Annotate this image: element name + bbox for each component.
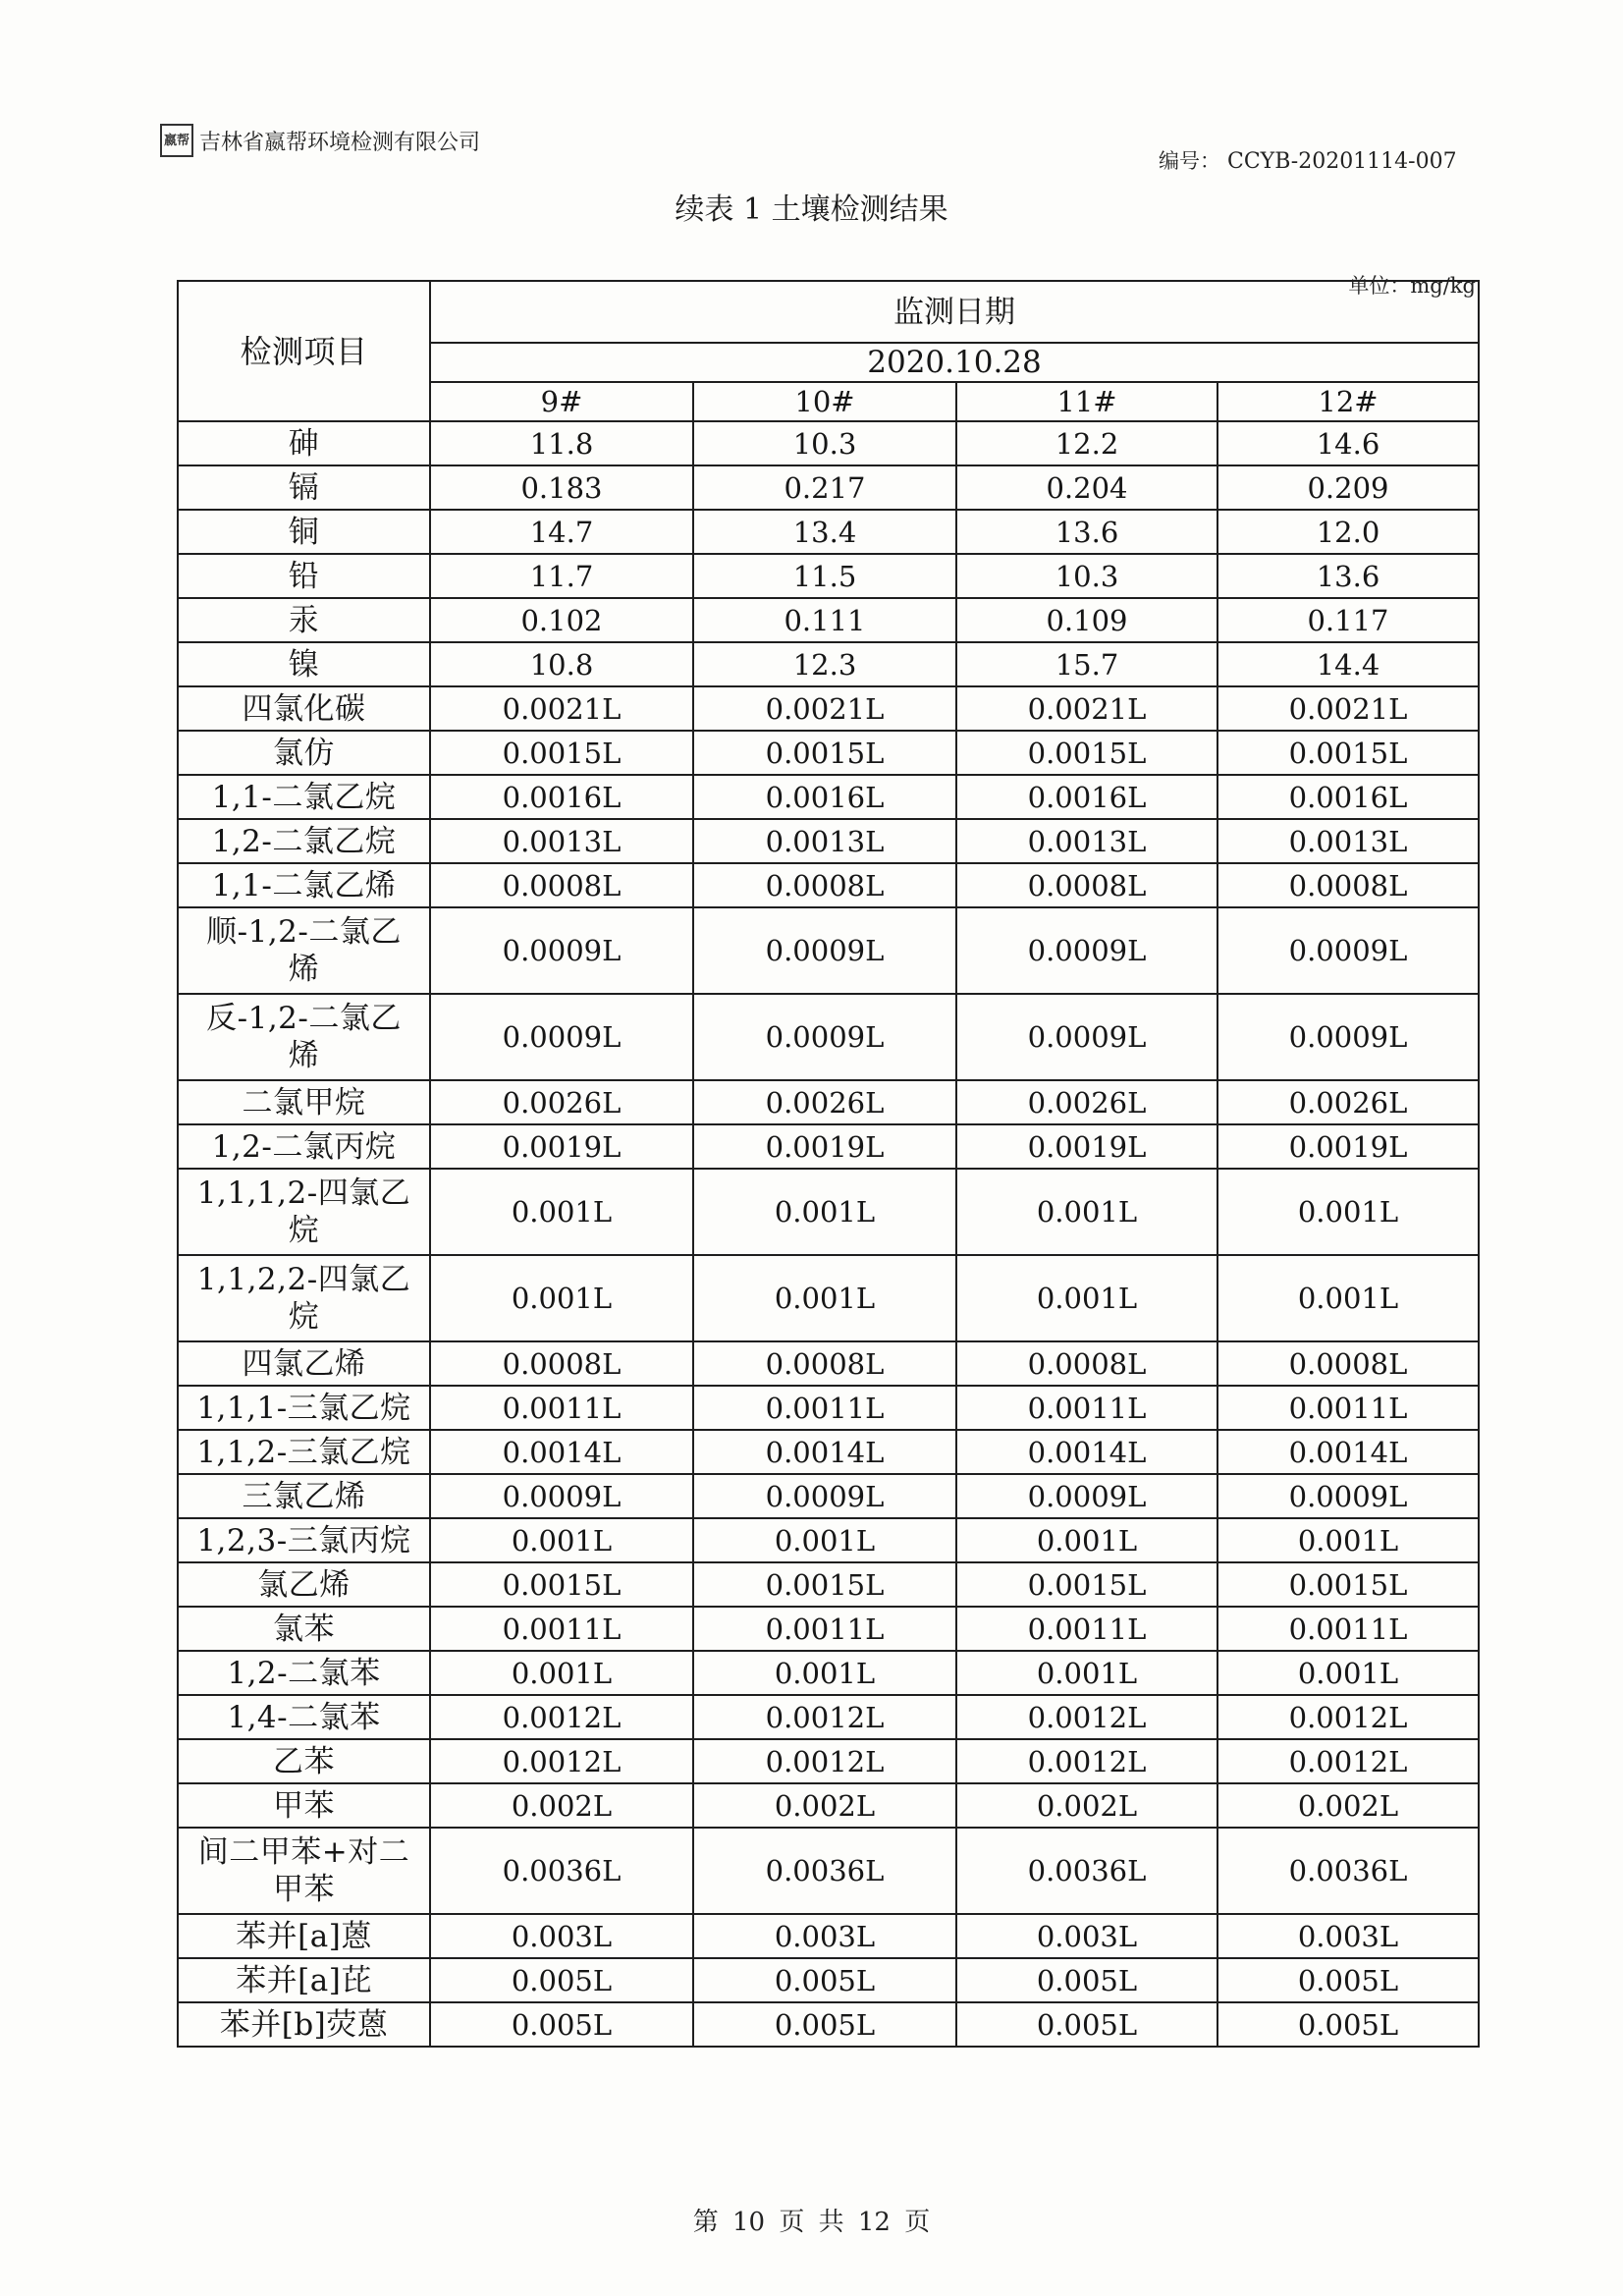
- row-value-cell: 0.005L: [956, 1958, 1217, 2002]
- row-value-cell: 0.0009L: [430, 1474, 693, 1518]
- row-value-cell: 0.001L: [430, 1651, 693, 1695]
- row-value-cell: 0.005L: [1217, 2002, 1479, 2047]
- row-value-cell: 0.002L: [430, 1783, 693, 1828]
- table-row: [178, 1562, 1479, 1607]
- table-row: [178, 1124, 1479, 1169]
- results-table: [177, 280, 1480, 2048]
- row-value-cell: 0.003L: [1217, 1914, 1479, 1958]
- row-value-cell: 0.0036L: [956, 1828, 1217, 1914]
- row-item-name: [178, 1169, 430, 1255]
- row-item-name: 1,2-二氯丙烷: [178, 1124, 430, 1169]
- table-row: [178, 1255, 1479, 1341]
- row-item-name: 四氯化碳: [178, 686, 430, 731]
- header-monitor-date: 监测日期: [430, 281, 1479, 343]
- row-value-cell: 14.7: [430, 510, 693, 554]
- row-value-cell: 13.4: [693, 510, 956, 554]
- table-row: [178, 907, 1479, 994]
- row-value-cell: 0.0012L: [1217, 1739, 1479, 1783]
- table-row: [178, 598, 1479, 642]
- company-header: [160, 124, 480, 157]
- row-item-name: 汞: [178, 598, 430, 642]
- row-value-cell: 10.3: [956, 554, 1217, 598]
- company-name: 吉林省嬴帮环境检测有限公司: [199, 130, 481, 155]
- document-number-label: 编号：: [1159, 149, 1220, 173]
- row-value-cell: 0.003L: [956, 1914, 1217, 1958]
- row-value-cell: 0.0016L: [1217, 775, 1479, 819]
- row-item-name: 1,1,1-三氯乙烷: [178, 1386, 430, 1430]
- row-value-cell: 0.0011L: [693, 1607, 956, 1651]
- row-value-cell: 0.001L: [693, 1255, 956, 1341]
- row-value-cell: 0.0021L: [1217, 686, 1479, 731]
- table-row: [178, 1341, 1479, 1386]
- row-item-name: 苯并[a]芘: [178, 1958, 430, 2002]
- row-item-name: 三氯乙烯: [178, 1474, 430, 1518]
- row-value-cell: 0.0036L: [430, 1828, 693, 1914]
- table-row: [178, 819, 1479, 863]
- row-value-cell: 0.0008L: [430, 863, 693, 907]
- row-value-cell: 0.0016L: [430, 775, 693, 819]
- row-value-cell: 0.0015L: [956, 731, 1217, 775]
- table-row: [178, 1518, 1479, 1562]
- row-item-name: 1,1-二氯乙烯: [178, 863, 430, 907]
- row-value-cell: 0.0013L: [1217, 819, 1479, 863]
- table-row: [178, 1958, 1479, 2002]
- row-value-cell: 0.001L: [1217, 1651, 1479, 1695]
- table-row: [178, 863, 1479, 907]
- row-value-cell: 0.0008L: [1217, 863, 1479, 907]
- row-value-cell: 0.0013L: [430, 819, 693, 863]
- row-value-cell: 0.005L: [1217, 1958, 1479, 2002]
- row-value-cell: 0.005L: [956, 2002, 1217, 2047]
- table-row: [178, 465, 1479, 510]
- row-value-cell: 14.6: [1217, 421, 1479, 465]
- row-value-cell: 0.0009L: [430, 994, 693, 1080]
- row-value-cell: 0.0019L: [1217, 1124, 1479, 1169]
- row-value-cell: 0.005L: [430, 1958, 693, 2002]
- row-item-name-line: 1,1,1,2-四氯乙: [196, 1175, 411, 1211]
- row-value-cell: 0.001L: [1217, 1518, 1479, 1562]
- row-value-cell: 0.0012L: [956, 1739, 1217, 1783]
- row-value-cell: 10.8: [430, 642, 693, 686]
- row-value-cell: 0.117: [1217, 598, 1479, 642]
- row-value-cell: 12.3: [693, 642, 956, 686]
- header-row-group: [178, 281, 1479, 343]
- row-item-name: 乙苯: [178, 1739, 430, 1783]
- table-row: [178, 1695, 1479, 1739]
- row-item-name: [178, 907, 430, 994]
- row-item-name: [178, 994, 430, 1080]
- row-item-name-line: 顺-1,2-二氯乙: [206, 914, 402, 950]
- row-value-cell: 0.001L: [1217, 1255, 1479, 1341]
- row-value-cell: 0.0019L: [956, 1124, 1217, 1169]
- row-value-cell: 11.5: [693, 554, 956, 598]
- row-value-cell: 0.0012L: [956, 1695, 1217, 1739]
- row-value-cell: 0.0009L: [693, 994, 956, 1080]
- document-number-value: CCYB-20201114-007: [1227, 149, 1457, 174]
- row-item-name: 苯并[b]荧蒽: [178, 2002, 430, 2047]
- row-value-cell: 0.0014L: [693, 1430, 956, 1474]
- row-value-cell: 0.005L: [430, 2002, 693, 2047]
- row-value-cell: 0.0009L: [430, 907, 693, 994]
- table-row: [178, 1430, 1479, 1474]
- row-value-cell: 14.4: [1217, 642, 1479, 686]
- table-row: [178, 731, 1479, 775]
- row-value-cell: 0.0009L: [693, 1474, 956, 1518]
- row-value-cell: 0.001L: [1217, 1169, 1479, 1255]
- row-item-name: 1,2,3-三氯丙烷: [178, 1518, 430, 1562]
- table-row: [178, 686, 1479, 731]
- table-row: [178, 1607, 1479, 1651]
- row-value-cell: 0.002L: [956, 1783, 1217, 1828]
- row-item-name: 铅: [178, 554, 430, 598]
- table-row: [178, 510, 1479, 554]
- row-value-cell: 0.0009L: [956, 994, 1217, 1080]
- row-item-name: 苯并[a]蒽: [178, 1914, 430, 1958]
- row-value-cell: 0.005L: [693, 1958, 956, 2002]
- row-item-name: [178, 1828, 430, 1914]
- row-item-name: 镉: [178, 465, 430, 510]
- row-item-name: 镍: [178, 642, 430, 686]
- row-value-cell: 0.0012L: [1217, 1695, 1479, 1739]
- row-item-name: 1,1,2-三氯乙烷: [178, 1430, 430, 1474]
- row-value-cell: 0.0012L: [693, 1739, 956, 1783]
- table-row: [178, 1169, 1479, 1255]
- row-value-cell: 0.001L: [430, 1518, 693, 1562]
- company-logo-icon: 嬴帮: [160, 124, 193, 157]
- row-item-name-line: 间二甲苯+对二: [197, 1834, 410, 1870]
- row-value-cell: 0.0015L: [693, 731, 956, 775]
- row-value-cell: 0.0019L: [693, 1124, 956, 1169]
- row-item-name: 1,2-二氯苯: [178, 1651, 430, 1695]
- row-value-cell: 0.109: [956, 598, 1217, 642]
- row-value-cell: 0.0008L: [956, 1341, 1217, 1386]
- row-value-cell: 0.0011L: [1217, 1386, 1479, 1430]
- row-value-cell: 0.0026L: [956, 1080, 1217, 1124]
- row-value-cell: 0.0009L: [1217, 1474, 1479, 1518]
- row-value-cell: 11.8: [430, 421, 693, 465]
- row-value-cell: 0.0015L: [956, 1562, 1217, 1607]
- row-value-cell: 0.0011L: [956, 1386, 1217, 1430]
- row-value-cell: 0.001L: [693, 1169, 956, 1255]
- row-value-cell: 13.6: [956, 510, 1217, 554]
- row-value-cell: 0.0009L: [956, 1474, 1217, 1518]
- row-value-cell: 0.217: [693, 465, 956, 510]
- row-value-cell: 0.0021L: [956, 686, 1217, 731]
- row-value-cell: 0.0026L: [430, 1080, 693, 1124]
- row-value-cell: 0.0012L: [430, 1695, 693, 1739]
- row-value-cell: 0.0019L: [430, 1124, 693, 1169]
- row-value-cell: 0.0026L: [693, 1080, 956, 1124]
- document-number: [1159, 145, 1457, 175]
- row-item-name-line: 烯: [288, 952, 320, 987]
- row-value-cell: 0.0009L: [1217, 907, 1479, 994]
- row-value-cell: 0.0008L: [693, 863, 956, 907]
- unit-label: 单位：mg/kg: [1348, 274, 1476, 298]
- row-value-cell: 0.001L: [956, 1518, 1217, 1562]
- row-item-name-line: 1,1,2,2-四氯乙: [196, 1262, 411, 1297]
- row-value-cell: 11.7: [430, 554, 693, 598]
- row-value-cell: 12.2: [956, 421, 1217, 465]
- row-value-cell: 0.003L: [693, 1914, 956, 1958]
- row-value-cell: 0.102: [430, 598, 693, 642]
- row-value-cell: 0.0015L: [430, 1562, 693, 1607]
- row-value-cell: 0.0015L: [430, 731, 693, 775]
- row-value-cell: 0.0036L: [1217, 1828, 1479, 1914]
- row-value-cell: 0.002L: [1217, 1783, 1479, 1828]
- column-header: 9#: [430, 382, 693, 421]
- table-row: [178, 1474, 1479, 1518]
- table-row: [178, 1783, 1479, 1828]
- page-title: 续表 1 土壤检测结果: [675, 192, 948, 227]
- row-item-name: 1,2-二氯乙烷: [178, 819, 430, 863]
- table-row: [178, 1386, 1479, 1430]
- table-row: [178, 994, 1479, 1080]
- row-value-cell: 0.001L: [693, 1651, 956, 1695]
- row-value-cell: 15.7: [956, 642, 1217, 686]
- row-value-cell: 0.0013L: [693, 819, 956, 863]
- row-value-cell: 0.001L: [430, 1255, 693, 1341]
- table-row: [178, 775, 1479, 819]
- row-value-cell: 0.0011L: [1217, 1607, 1479, 1651]
- row-value-cell: 0.0013L: [956, 819, 1217, 863]
- row-value-cell: 0.0011L: [430, 1386, 693, 1430]
- row-value-cell: 0.0015L: [693, 1562, 956, 1607]
- row-value-cell: 10.3: [693, 421, 956, 465]
- row-value-cell: 0.0016L: [693, 775, 956, 819]
- page-footer: 第 10 页 共 12 页: [692, 2208, 931, 2237]
- row-value-cell: 0.0012L: [693, 1695, 956, 1739]
- row-value-cell: 0.0011L: [430, 1607, 693, 1651]
- column-header: 11#: [956, 382, 1217, 421]
- row-value-cell: 0.0011L: [693, 1386, 956, 1430]
- row-value-cell: 0.0008L: [956, 863, 1217, 907]
- row-value-cell: 0.001L: [693, 1518, 956, 1562]
- column-header: 12#: [1217, 382, 1479, 421]
- header-date-value: 2020.10.28: [430, 343, 1479, 382]
- row-item-name-line: 甲苯: [273, 1872, 335, 1907]
- row-item-name: 1,4-二氯苯: [178, 1695, 430, 1739]
- row-value-cell: 0.0009L: [956, 907, 1217, 994]
- row-value-cell: 0.183: [430, 465, 693, 510]
- row-item-name: 砷: [178, 421, 430, 465]
- row-value-cell: 0.0014L: [956, 1430, 1217, 1474]
- row-value-cell: 0.001L: [430, 1169, 693, 1255]
- table-row: [178, 1739, 1479, 1783]
- table-row: [178, 1651, 1479, 1695]
- row-value-cell: 0.0008L: [693, 1341, 956, 1386]
- row-value-cell: 0.002L: [693, 1783, 956, 1828]
- row-value-cell: 0.0014L: [1217, 1430, 1479, 1474]
- row-item-name: [178, 1255, 430, 1341]
- table-row: [178, 642, 1479, 686]
- row-item-name: 甲苯: [178, 1783, 430, 1828]
- row-value-cell: 0.0014L: [430, 1430, 693, 1474]
- table-row: [178, 1080, 1479, 1124]
- row-item-name-line: 烷: [288, 1213, 320, 1248]
- row-item-name-line: 反-1,2-二氯乙: [206, 1001, 402, 1036]
- row-item-name: 铜: [178, 510, 430, 554]
- row-item-name-line: 烯: [288, 1038, 320, 1073]
- row-value-cell: 0.005L: [693, 2002, 956, 2047]
- row-value-cell: 0.0026L: [1217, 1080, 1479, 1124]
- row-value-cell: 0.001L: [956, 1651, 1217, 1695]
- table-row: [178, 2002, 1479, 2047]
- table-row: [178, 421, 1479, 465]
- row-value-cell: 0.0015L: [1217, 1562, 1479, 1607]
- row-item-name-line: 烷: [288, 1299, 320, 1335]
- row-value-cell: 0.204: [956, 465, 1217, 510]
- row-value-cell: 0.0036L: [693, 1828, 956, 1914]
- row-value-cell: 0.001L: [956, 1169, 1217, 1255]
- row-item-name: 二氯甲烷: [178, 1080, 430, 1124]
- row-value-cell: 0.003L: [430, 1914, 693, 1958]
- row-value-cell: 0.0009L: [693, 907, 956, 994]
- column-header: 10#: [693, 382, 956, 421]
- row-value-cell: 0.0021L: [693, 686, 956, 731]
- row-item-name: 氯乙烯: [178, 1562, 430, 1607]
- row-item-name: 氯苯: [178, 1607, 430, 1651]
- row-value-cell: 0.0009L: [1217, 994, 1479, 1080]
- row-value-cell: 0.0012L: [430, 1739, 693, 1783]
- row-value-cell: 13.6: [1217, 554, 1479, 598]
- row-item-name: 氯仿: [178, 731, 430, 775]
- row-value-cell: 0.0015L: [1217, 731, 1479, 775]
- row-value-cell: 0.209: [1217, 465, 1479, 510]
- row-value-cell: 0.111: [693, 598, 956, 642]
- table-row: [178, 1828, 1479, 1914]
- table-row: [178, 1914, 1479, 1958]
- row-value-cell: 12.0: [1217, 510, 1479, 554]
- row-item-name: 1,1-二氯乙烷: [178, 775, 430, 819]
- table-row: [178, 554, 1479, 598]
- row-value-cell: 0.0016L: [956, 775, 1217, 819]
- row-value-cell: 0.0011L: [956, 1607, 1217, 1651]
- row-value-cell: 0.0008L: [430, 1341, 693, 1386]
- row-value-cell: 0.0008L: [1217, 1341, 1479, 1386]
- row-item-name: 四氯乙烯: [178, 1341, 430, 1386]
- header-item: 检测项目: [178, 281, 430, 421]
- row-value-cell: 0.0021L: [430, 686, 693, 731]
- row-value-cell: 0.001L: [956, 1255, 1217, 1341]
